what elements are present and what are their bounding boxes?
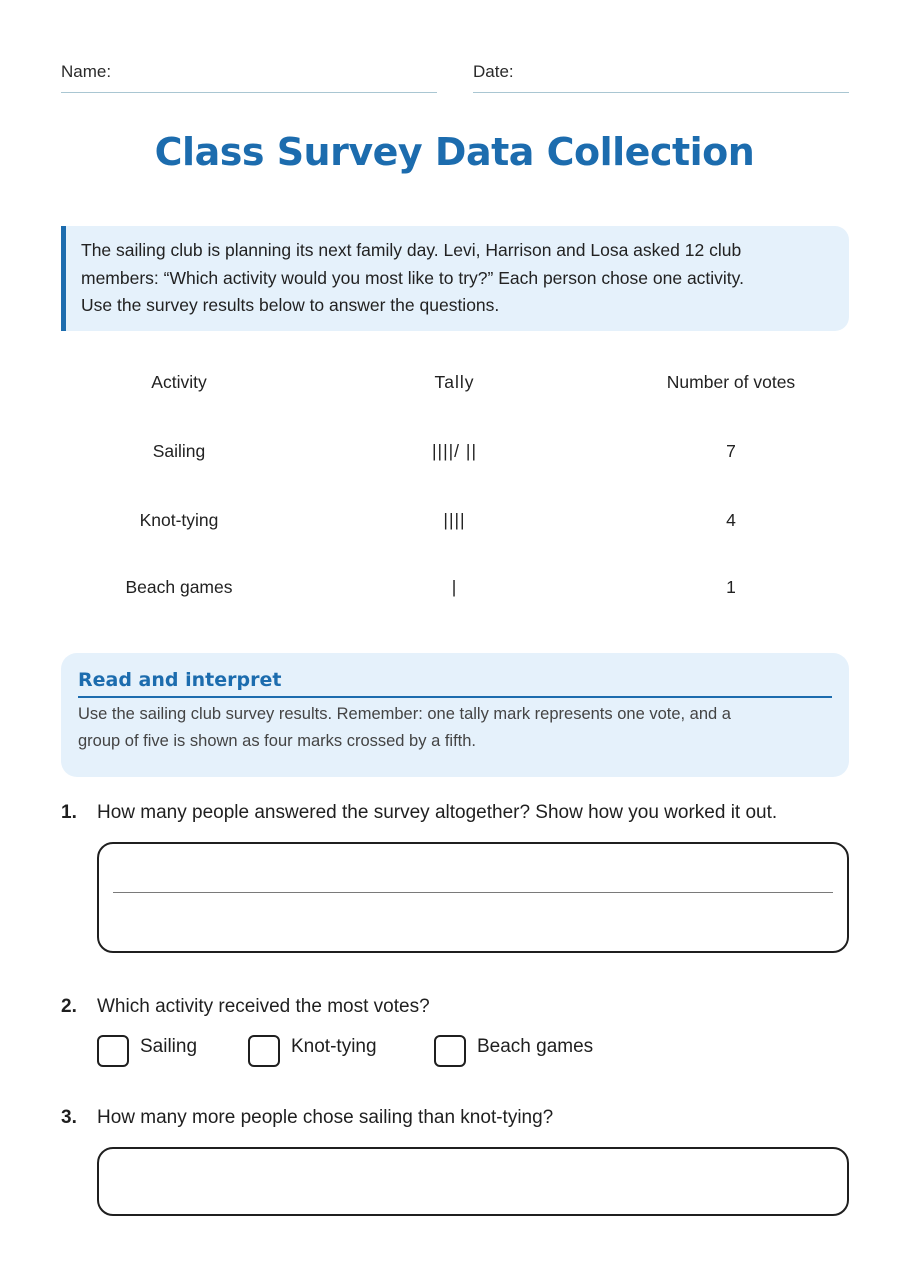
question-1-number: 1. bbox=[61, 802, 77, 823]
table-row bbox=[61, 565, 849, 609]
option-label: Sailing bbox=[140, 1036, 198, 1057]
intro-line: The sailing club is planning its next family day. Levi, Harrison and Losa asked 12 club bbox=[81, 240, 742, 260]
activity-cell: Sailing bbox=[152, 441, 206, 461]
votes-cell: 4 bbox=[726, 510, 736, 530]
table-row bbox=[61, 498, 849, 542]
question-2-text: Which activity received the most votes? bbox=[97, 996, 430, 1017]
page-title: Class Survey Data Collection bbox=[154, 130, 755, 174]
read-and-interpret-panel bbox=[61, 653, 849, 777]
read-and-interpret-text bbox=[78, 701, 832, 755]
instruction-line: Use the sailing club survey results. Remember: one tally mark represents one vote, and a bbox=[78, 705, 731, 723]
checkbox-sailing[interactable] bbox=[97, 1035, 129, 1067]
intro-line: Use the survey results below to answer the questions. bbox=[81, 295, 500, 315]
tally-cell: | bbox=[451, 577, 458, 597]
tally-cell: |||| bbox=[443, 510, 466, 530]
table-header-row bbox=[61, 360, 849, 404]
column-header-activity: Activity bbox=[151, 372, 207, 392]
votes-cell: 7 bbox=[726, 441, 736, 461]
question-3-number: 3. bbox=[61, 1107, 77, 1128]
date-field[interactable] bbox=[473, 62, 849, 93]
question-1-text: How many people answered the survey altogether? Show how you worked it out. bbox=[97, 802, 778, 823]
column-header-votes: Number of votes bbox=[666, 372, 796, 392]
intro-panel bbox=[61, 226, 849, 331]
name-field[interactable] bbox=[61, 62, 437, 93]
option-label: Beach games bbox=[477, 1036, 594, 1057]
column-header-tally: Tally bbox=[434, 372, 475, 392]
checkbox-beach-games[interactable] bbox=[434, 1035, 466, 1067]
question-2-number: 2. bbox=[61, 996, 77, 1017]
votes-cell: 1 bbox=[726, 577, 736, 597]
question-3-text: How many more people chose sailing than knot-tying? bbox=[97, 1107, 554, 1128]
read-and-interpret-heading: Read and interpret bbox=[78, 669, 832, 698]
question-3-answer-box[interactable] bbox=[97, 1147, 849, 1216]
activity-cell: Beach games bbox=[125, 577, 233, 597]
tally-cell: ||||/ || bbox=[432, 441, 477, 461]
checkbox-knot-tying[interactable] bbox=[248, 1035, 280, 1067]
instruction-line: group of five is shown as four marks crossed by a fifth. bbox=[78, 732, 477, 750]
intro-line: members: “Which activity would you most like to try?” Each person chose one activity. bbox=[81, 267, 744, 288]
question-1-answer-box[interactable] bbox=[97, 842, 849, 953]
answer-line bbox=[113, 892, 833, 893]
option-label: Knot-tying bbox=[291, 1036, 377, 1057]
date-label: Date: bbox=[473, 62, 514, 81]
name-label: Name: bbox=[61, 62, 112, 81]
table-row bbox=[61, 429, 849, 473]
activity-cell: Knot-tying bbox=[139, 510, 219, 530]
